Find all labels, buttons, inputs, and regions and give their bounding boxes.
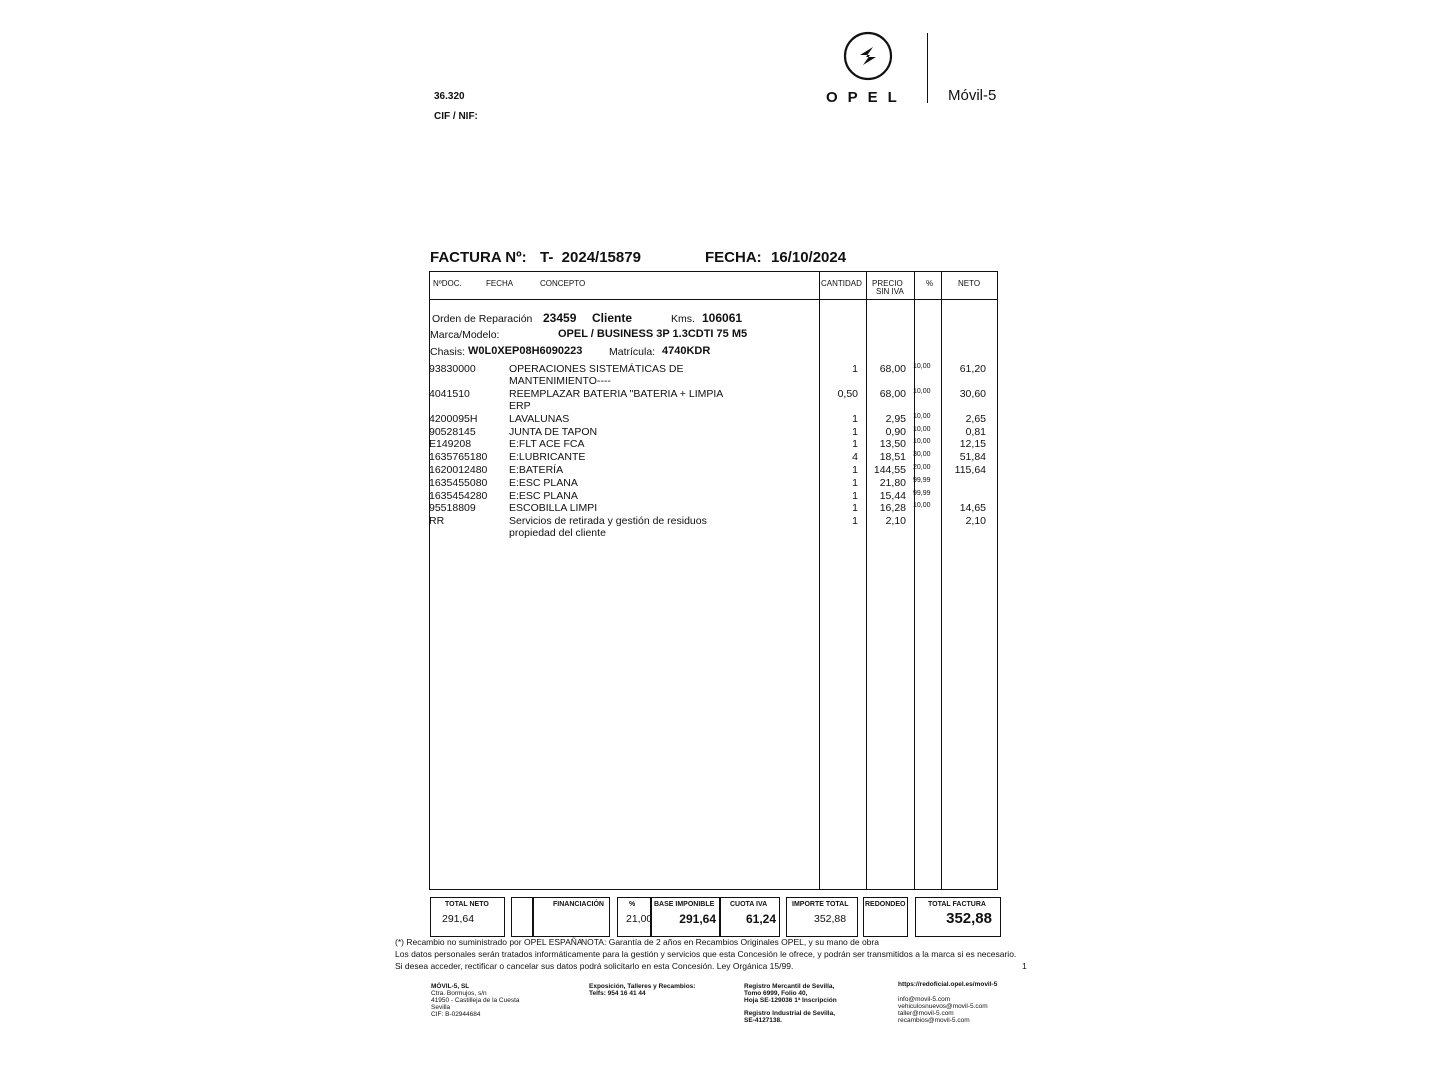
- line-concept: E:FLT ACE FCA: [509, 438, 585, 450]
- email-taller[interactable]: taller@movil-5.com: [898, 1010, 954, 1017]
- line-qty: 1: [852, 490, 858, 502]
- line-ref: 4200095H: [429, 413, 478, 425]
- line-qty: 1: [852, 515, 858, 527]
- line-pct: 10,00: [913, 426, 931, 433]
- note-recambio: (*) Recambio no suministrado por OPEL ESPAÑA: [395, 937, 583, 947]
- email-vehiculos[interactable]: vehiculosnuevos@movil-5.com: [898, 1003, 988, 1010]
- document-code: 36.320: [434, 91, 465, 102]
- kms-value: 106061: [702, 311, 743, 325]
- footer-registro: Registro Mercantil de Sevilla, Tomo 6999, Folio 40, Hoja SE-129036 1ª Inscripción Registro Industrial de Sevilla, SE-4127138.: [744, 983, 837, 1024]
- line-qty: 1: [852, 363, 858, 375]
- line-qty: 1: [852, 477, 858, 489]
- line-ref: E149208: [429, 438, 472, 450]
- line-net: 115,64: [954, 464, 986, 476]
- invoice-date: 16/10/2024: [771, 249, 847, 266]
- footer-contact: [898, 981, 997, 1024]
- line-concept: E:ESC PLANA: [509, 490, 578, 502]
- cif-label: CIF / NIF:: [434, 111, 478, 122]
- line-net: 0,81: [965, 426, 986, 438]
- col-cantidad: CANTIDAD: [821, 279, 862, 288]
- redondeo-box: REDONDEO: [863, 897, 908, 937]
- financiacion-box: FINANCIACIÓN: [533, 897, 610, 937]
- cuota-iva-box: CUOTA IVA 61,24: [720, 897, 780, 937]
- pct-box: % 21,00: [617, 897, 651, 937]
- line-net: 51,84: [959, 451, 986, 463]
- line-concept: OPERACIONES SISTEMÁTICAS DE: [509, 363, 684, 375]
- dealer-brand: Móvil-5: [948, 87, 997, 104]
- cuota-iva-value: 61,24: [745, 912, 776, 926]
- invoice-date-label: FECHA:: [705, 249, 762, 266]
- importe-total-box: IMPORTE TOTAL 352,88: [786, 897, 858, 937]
- line-net: 2,10: [965, 515, 986, 527]
- pct-value: 21,00: [626, 913, 653, 925]
- invoice-number-label: FACTURA Nº:: [430, 249, 527, 266]
- col-ndoc: NºDOC.: [433, 279, 462, 288]
- line-concept: E:LUBRICANTE: [509, 451, 586, 463]
- line-ref: 1635765180: [429, 451, 488, 463]
- line-pct: 10,00: [913, 438, 931, 445]
- line-price: 21,80: [879, 477, 906, 489]
- opel-logo-icon: [826, 26, 910, 86]
- line-pct: 10,00: [913, 413, 931, 420]
- col-neto: NETO: [958, 279, 981, 288]
- line-net: 61,20: [959, 363, 986, 375]
- line-qty: 1: [852, 426, 858, 438]
- blank-box: [511, 897, 533, 937]
- note-garantia: NOTA: Garantía de 2 años en Recambios Originales OPEL, y su mano de obra: [581, 937, 879, 947]
- order-label: Orden de Reparación: [432, 313, 533, 325]
- line-ref: 4041510: [429, 388, 470, 400]
- line-ref: 95518809: [429, 502, 476, 514]
- email-recambios[interactable]: recambios@movil-5.com: [898, 1017, 970, 1024]
- line-price: 144,55: [873, 464, 906, 476]
- line-concept: Servicios de retirada y gestión de residuos: [509, 515, 707, 527]
- invoice-number: T- 2024/15879: [540, 249, 641, 266]
- line-net: 12,15: [959, 438, 986, 450]
- line-pct: 10,00: [913, 502, 931, 509]
- line-concept: LAVALUNAS: [509, 413, 570, 425]
- note-acceso: Si desea acceder, rectificar o cancelar sus datos podrá solicitarlo en esta Concesión. Ley Orgánica 15/99.: [395, 961, 794, 971]
- model-label: Marca/Modelo:: [430, 329, 500, 341]
- line-price: 2,95: [885, 413, 906, 425]
- line-ref: 1635455080: [429, 477, 488, 489]
- total-factura-box: TOTAL FACTURA 352,88: [915, 897, 1001, 937]
- base-imponible-value: 291,64: [679, 912, 716, 926]
- line-price: 0,90: [885, 426, 906, 438]
- model-value: OPEL / BUSINESS 3P 1.3CDTI 75 M5: [558, 328, 748, 340]
- header-divider: [927, 33, 928, 103]
- line-concept-cont: propiedad del cliente: [509, 527, 606, 539]
- col-fecha: FECHA: [486, 279, 514, 288]
- table-header-row: [430, 272, 997, 300]
- line-qty: 0,50: [837, 388, 858, 400]
- footer-expo: Exposición, Talleres y Recambios: Telfs: 954 16 41 44: [589, 983, 696, 997]
- col-concepto: CONCEPTO: [540, 279, 586, 288]
- importe-total-value: 352,88: [814, 913, 847, 925]
- line-price: 18,51: [879, 451, 906, 463]
- line-concept: E:ESC PLANA: [509, 477, 578, 489]
- line-pct: 20,00: [913, 464, 931, 471]
- footer-company: MÓVIL-5, SL Ctra. Bormujos, s/n 41950 - Castilleja de la Cuesta Sevilla CIF: B-02944684: [431, 983, 520, 1018]
- line-qty: 1: [852, 502, 858, 514]
- line-concept: JUNTA DE TAPON: [509, 426, 598, 438]
- line-net: 30,60: [959, 388, 986, 400]
- note-datos: Los datos personales serán tratados informáticamente para la gestión y servicios que esta Concesión le ofrece, y podrán ser transmitidos a la marca si es necesario.: [395, 949, 1017, 959]
- line-net: 2,65: [965, 413, 986, 425]
- order-number: 23459: [543, 311, 577, 325]
- dealer-website-link[interactable]: https://redoficial.opel.es/movil-5: [898, 981, 998, 988]
- order-client: Cliente: [592, 311, 633, 325]
- line-price: 13,50: [879, 438, 906, 450]
- line-ref: 1635454280: [429, 490, 488, 502]
- line-concept: REEMPLAZAR BATERIA "BATERIA + LIMPIA: [509, 388, 724, 400]
- line-pct: 99,99: [913, 490, 931, 497]
- line-price: 68,00: [879, 388, 906, 400]
- col-pct: %: [926, 279, 934, 288]
- line-ref: 90528145: [429, 426, 476, 438]
- line-pct: 10,00: [913, 363, 931, 370]
- plate-label: Matrícula:: [609, 346, 656, 358]
- total-neto-box: TOTAL NETO 291,64: [430, 897, 505, 937]
- line-concept: E:BATERÍA: [509, 464, 564, 476]
- line-concept: ESCOBILLA LIMPI: [509, 502, 598, 514]
- total-factura-value: 352,88: [946, 910, 992, 927]
- page-number: 1: [1022, 961, 1027, 971]
- line-pct: 30,00: [913, 451, 931, 458]
- line-ref: RR: [429, 515, 445, 527]
- col-sin-iva: SIN IVA: [876, 287, 904, 296]
- email-info[interactable]: info@movil-5.com: [898, 996, 951, 1003]
- col-precio: PRECIO: [872, 279, 903, 288]
- kms-label: Kms.: [671, 313, 695, 325]
- line-price: 68,00: [879, 363, 906, 375]
- opel-wordmark: OPEL: [826, 89, 907, 106]
- line-concept-cont: MANTENIMIENTO----: [509, 375, 611, 387]
- line-qty: 1: [852, 413, 858, 425]
- line-price: 15,44: [879, 490, 906, 502]
- line-price: 2,10: [885, 515, 906, 527]
- line-qty: 1: [852, 438, 858, 450]
- line-qty: 4: [852, 451, 858, 463]
- line-pct: 99,99: [913, 477, 931, 484]
- line-price: 16,28: [879, 502, 906, 514]
- base-imponible-box: BASE IMPONIBLE 291,64: [651, 897, 720, 937]
- line-ref: 93830000: [429, 363, 476, 375]
- plate-value: 4740KDR: [662, 345, 711, 357]
- total-neto-value: 291,64: [442, 913, 475, 925]
- line-net: 14,65: [959, 502, 986, 514]
- chassis-label: Chasis:: [430, 346, 466, 358]
- chassis-value: W0L0XEP08H6090223: [468, 345, 583, 357]
- line-concept-cont: ERP: [509, 400, 531, 412]
- line-qty: 1: [852, 464, 858, 476]
- line-pct: 10,00: [913, 388, 931, 395]
- line-ref: 1620012480: [429, 464, 488, 476]
